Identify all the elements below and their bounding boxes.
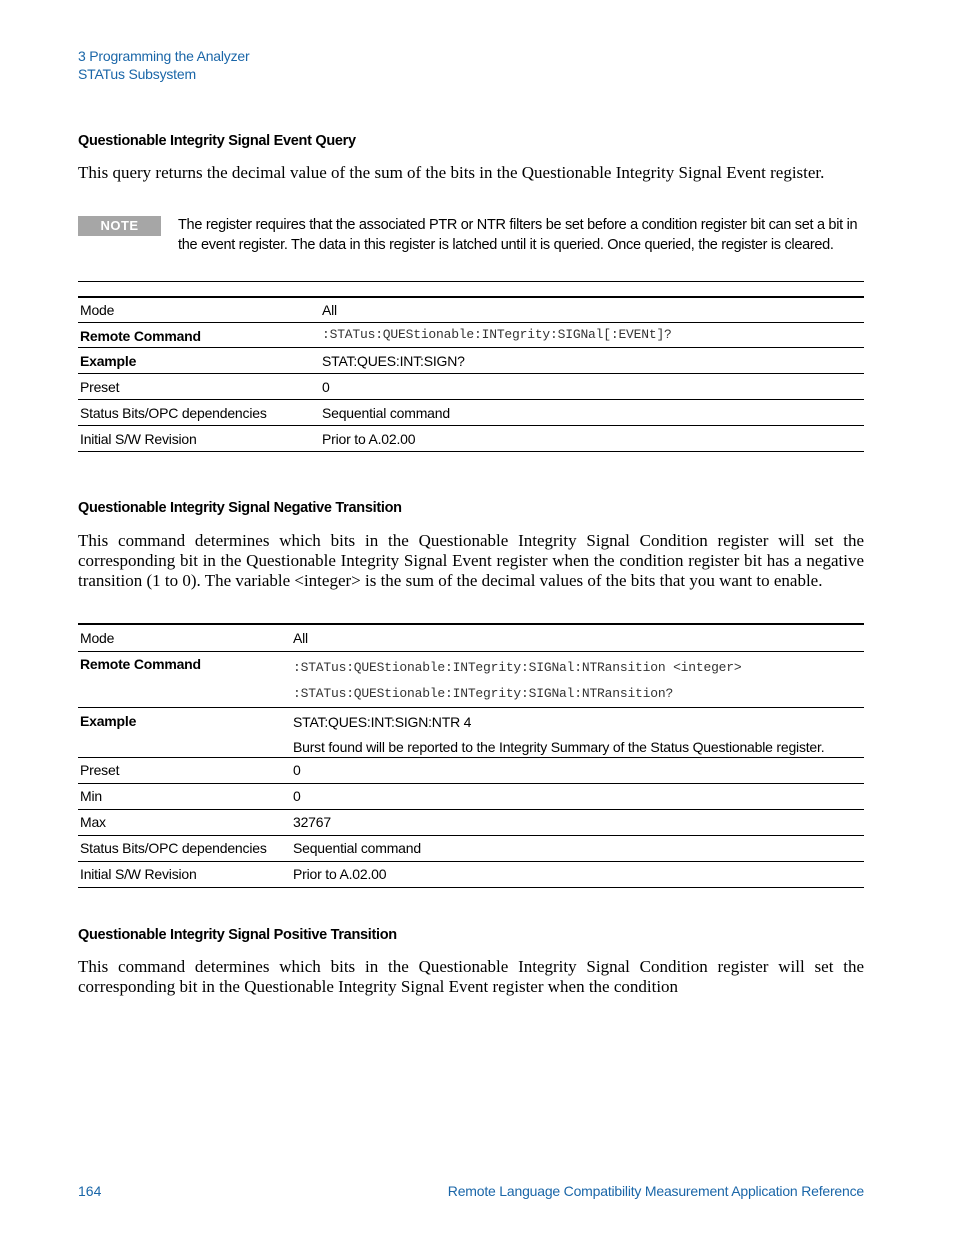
event-query-heading: Questionable Integrity Signal Event Query [78,133,356,149]
row-value: 0 [291,783,864,809]
row-value: All [320,297,864,322]
row-value: Sequential command [320,399,864,425]
row-label: Example [78,707,291,757]
breadcrumb-section[interactable]: STATus Subsystem [78,66,196,82]
note-divider [78,281,864,282]
negative-transition-table [78,623,864,888]
breadcrumb [78,47,249,83]
breadcrumb-chapter[interactable]: 3 Programming the Analyzer [78,48,250,64]
table-row [78,297,864,322]
table-row [78,425,864,451]
example-command: STAT:QUES:INT:SIGN:NTR 4 [293,713,472,730]
remote-command-set: :STATus:QUEStionable:INTegrity:SIGNal:NTRansition <integer> [293,659,742,675]
row-label: Max [78,809,291,835]
table-row [78,835,864,861]
row-label: Mode [78,297,320,322]
example-values [291,707,864,757]
row-label: Mode [78,624,291,651]
row-label: Status Bits/OPC dependencies [78,399,320,425]
row-label: Preset [78,373,320,399]
table-row [78,399,864,425]
table-row [78,322,864,347]
example-value: STAT:QUES:INT:SIGN? [320,347,864,373]
row-label: Example [78,347,320,373]
row-label: Remote Command [78,322,320,347]
remote-command-value: :STATus:QUEStionable:INTegrity:SIGNal[:EVENt]? [320,322,864,347]
document-page [78,0,864,1235]
row-label: Preset [78,757,291,783]
table-row [78,809,864,835]
row-value: Prior to A.02.00 [291,861,864,887]
table-row [78,651,864,707]
negative-transition-body: This command determines which bits in the Questionable Integrity Signal Condition register will set the corresponding bit in the Questionable Integrity Signal Event register when the condition register bit has a negative transition (1 to 0). The variable <integer> is the sum of the decimal values of the bits that you want to enable. [78,531,864,590]
positive-transition-body: This command determines which bits in the Questionable Integrity Signal Condition register will set the corresponding bit in the Questionable Integrity Signal Event register when the condition [78,957,864,996]
row-value: All [291,624,864,651]
table-row [78,861,864,887]
row-label: Initial S/W Revision [78,861,291,887]
example-description: Burst found will be reported to the Integrity Summary of the Status Questionable register. [293,738,825,755]
event-query-body: This query returns the decimal value of the sum of the bits in the Questionable Integrity Signal Event register. [78,163,825,182]
row-value: Prior to A.02.00 [320,425,864,451]
row-value: Sequential command [291,835,864,861]
row-value: 0 [291,757,864,783]
row-value: 0 [320,373,864,399]
note-text: The register requires that the associated PTR or NTR filters be set before a condition register bit can set a bit in the event register. The data in this register is latched until it is queried. Once queried, the register is cleared. [178,217,858,253]
event-query-table [78,296,864,452]
footer-title[interactable]: Remote Language Compatibility Measurement Application Reference [447,1183,864,1199]
row-label: Min [78,783,291,809]
table-row [78,707,864,757]
row-label: Status Bits/OPC dependencies [78,835,291,861]
note-badge: NOTE [78,216,161,236]
table-row [78,783,864,809]
table-row [78,757,864,783]
row-value: 32767 [291,809,864,835]
row-label: Remote Command [78,651,291,707]
remote-command-values [291,651,864,707]
table-row [78,347,864,373]
negative-transition-heading: Questionable Integrity Signal Negative Transition [78,500,402,516]
remote-command-query: :STATus:QUEStionable:INTegrity:SIGNal:NTRansition? [293,685,674,701]
table-row [78,373,864,399]
row-label: Initial S/W Revision [78,425,320,451]
positive-transition-heading: Questionable Integrity Signal Positive Transition [78,927,397,943]
table-row [78,624,864,651]
page-number: 164 [78,1183,102,1199]
